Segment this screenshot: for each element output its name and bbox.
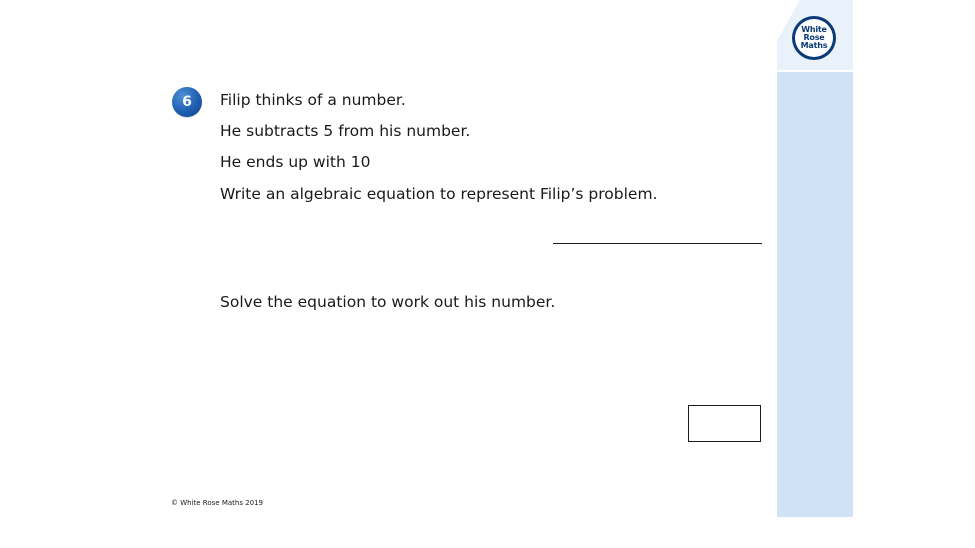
question-number: 6 bbox=[182, 94, 192, 110]
question-line-1: Filip thinks of a number. bbox=[220, 91, 406, 109]
white-rose-maths-logo bbox=[792, 16, 836, 60]
logo-line-1: White bbox=[801, 25, 827, 34]
copyright-footer: © White Rose Maths 2019 bbox=[171, 499, 264, 507]
logo-text bbox=[795, 19, 833, 57]
logo-line-3: Maths bbox=[800, 41, 828, 50]
question-line-4: Write an algebraic equation to represent Filip’s problem. bbox=[220, 185, 658, 203]
equation-answer-line[interactable] bbox=[553, 243, 762, 244]
side-panel bbox=[777, 72, 853, 517]
question-line-5: Solve the equation to work out his number. bbox=[220, 293, 556, 311]
number-answer-box[interactable] bbox=[688, 405, 761, 442]
question-line-2: He subtracts 5 from his number. bbox=[220, 122, 471, 140]
logo-line-2: Rose bbox=[803, 33, 825, 42]
question-line-3: He ends up with 10 bbox=[220, 153, 371, 171]
question-number-badge bbox=[172, 87, 202, 117]
